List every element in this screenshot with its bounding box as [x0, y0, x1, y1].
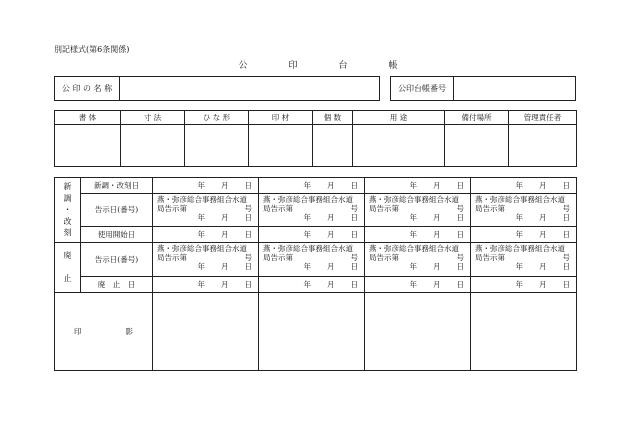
title-char-3: 台 — [338, 61, 348, 71]
row-label-abolish-notice: 告示日(番号) — [81, 243, 153, 277]
abolish-notice-cell[interactable]: 燕・弥彦総合事務組合水道 局告示第 号 年 月 日 — [259, 243, 365, 277]
notice-cell[interactable]: 燕・弥彦総合事務組合水道 局告示第 号 年 月 日 — [471, 194, 577, 227]
notice-cell[interactable]: 燕・弥彦総合事務組合水道 局告示第 号 年 月 日 — [365, 194, 471, 227]
notice-cell[interactable]: 燕・弥彦総合事務組合水道 局告示第 号 年 月 日 — [153, 194, 259, 227]
header-material: 印 材 — [249, 111, 313, 125]
seal-name-label: 公 印 の 名 称 — [55, 77, 120, 100]
abolish-date-cell[interactable]: 年 月 日 — [153, 277, 259, 293]
start-date-cell[interactable]: 年 月 日 — [365, 227, 471, 243]
cell-dimensions[interactable] — [121, 125, 185, 167]
form-caption: 別記様式(第6条関係) — [54, 45, 130, 54]
ledger-no-box — [390, 76, 576, 101]
start-date-cell[interactable]: 年 月 日 — [259, 227, 365, 243]
header-template: ひ な 形 — [185, 111, 249, 125]
new-date-cell[interactable]: 年 月 日 — [471, 178, 577, 194]
start-date-cell[interactable]: 年 月 日 — [471, 227, 577, 243]
seal-name-box — [54, 76, 380, 101]
seal-impression-label: 印 影 — [55, 293, 153, 371]
history-table — [54, 177, 577, 371]
cell-template[interactable] — [185, 125, 249, 167]
header-purpose: 用 途 — [353, 111, 445, 125]
abolish-date-cell[interactable]: 年 月 日 — [365, 277, 471, 293]
abolish-notice-cell[interactable]: 燕・弥彦総合事務組合水道 局告示第 号 年 月 日 — [153, 243, 259, 277]
attributes-table — [54, 110, 577, 167]
new-date-cell[interactable]: 年 月 日 — [259, 178, 365, 194]
seal-impression-cell[interactable] — [153, 293, 259, 371]
header-dimensions: 寸 法 — [121, 111, 185, 125]
title-char-2: 印 — [288, 61, 298, 71]
cell-font-style[interactable] — [55, 125, 121, 167]
start-date-cell[interactable]: 年 月 日 — [153, 227, 259, 243]
new-date-cell[interactable]: 年 月 日 — [365, 178, 471, 194]
seal-impression-cell[interactable] — [471, 293, 577, 371]
notice-cell[interactable]: 燕・弥彦総合事務組合水道 局告示第 号 年 月 日 — [259, 194, 365, 227]
cell-quantity[interactable] — [313, 125, 353, 167]
seal-impression-cell[interactable] — [365, 293, 471, 371]
title-char-1: 公 — [238, 61, 248, 71]
header-manager: 管理責任者 — [509, 111, 577, 125]
group-abolish-label: 廃 止 — [55, 243, 81, 293]
row-label-abolish-date: 廃 止 日 — [81, 277, 153, 293]
header-quantity: 個 数 — [313, 111, 353, 125]
title-char-4: 帳 — [388, 61, 398, 71]
new-date-cell[interactable]: 年 月 日 — [153, 178, 259, 194]
row-label-start-date: 使用開始日 — [81, 227, 153, 243]
abolish-notice-cell[interactable]: 燕・弥彦総合事務組合水道 局告示第 号 年 月 日 — [365, 243, 471, 277]
abolish-date-cell[interactable]: 年 月 日 — [259, 277, 365, 293]
ledger-no-label: 公印台帳番号 — [391, 77, 454, 100]
cell-material[interactable] — [249, 125, 313, 167]
header-location: 備付場所 — [445, 111, 509, 125]
abolish-notice-cell[interactable]: 燕・弥彦総合事務組合水道 局告示第 号 年 月 日 — [471, 243, 577, 277]
cell-purpose[interactable] — [353, 125, 445, 167]
abolish-date-cell[interactable]: 年 月 日 — [471, 277, 577, 293]
group-new-label: 新 調 ・ 改 刻 — [55, 178, 81, 243]
row-label-new-date: 新調・改刻日 — [81, 178, 153, 194]
seal-impression-cell[interactable] — [259, 293, 365, 371]
row-label-notice: 告示日(番号) — [81, 194, 153, 227]
header-font-style: 書 体 — [55, 111, 121, 125]
cell-manager[interactable] — [509, 125, 577, 167]
cell-location[interactable] — [445, 125, 509, 167]
